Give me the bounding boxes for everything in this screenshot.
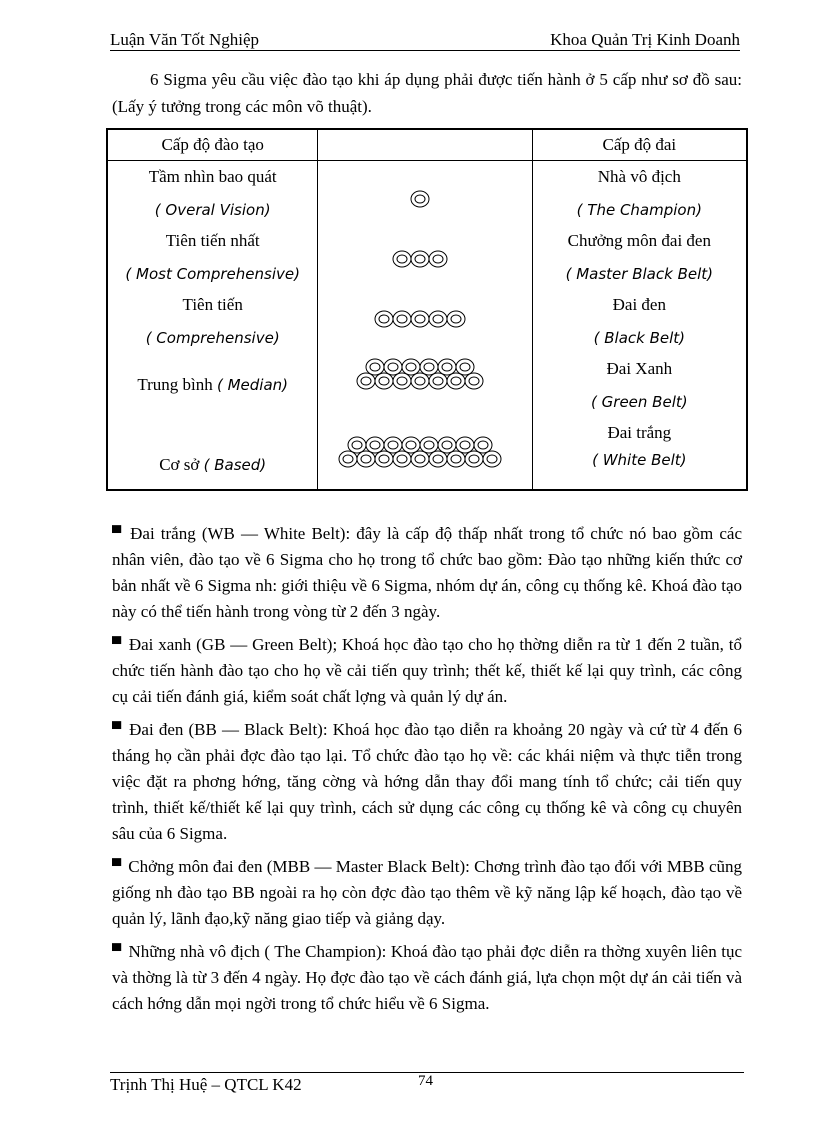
ring-icon [375,311,393,327]
ring-icon [429,311,447,327]
belt-2-name: Chưởng môn đai đen [567,231,711,250]
level-1-name: Tầm nhìn bao quát [148,167,277,186]
page-header [110,28,740,51]
belt-1-name: Nhà vô địch [597,167,681,186]
ring-icon [384,437,402,453]
ring-icon [474,437,492,453]
level-2-name-en: ( Most Comprehensive) [125,265,300,283]
header-thesis-title: Luận Văn Tốt Nghiệp [110,30,260,49]
level-3-name-en: ( Comprehensive) [145,329,280,347]
page-number: 74 [418,1073,433,1089]
ring-icon [411,311,429,327]
paragraph-white-belt [112,520,742,625]
ring-icon [357,451,375,467]
paragraph-master-black-belt [112,853,742,932]
ring-icon [447,373,465,389]
bullet-icon: ▀ [112,943,122,958]
belt-level-column [532,161,747,491]
ring-pyramid-diagram [318,161,532,489]
header-faculty: Khoa Quản Trị Kinh Doanh [550,30,740,49]
ring-icon [429,251,447,267]
paragraph-text: Những nhà vô địch ( The Champion): Khoá đào tạo phải đợc diễn ra thờng xuyên liên tục và thờng là từ 3 đến 4 ngày. Họ đợc đào tạo về cách đánh giá, lựa chọn một dự án cải tiến và cách hớng dẫn mọi ngời trong tổ chức hiểu về 6 Sigma. [112,942,742,1013]
paragraph-champion [112,938,742,1017]
ring-icon [465,373,483,389]
ring-icon [348,437,366,453]
ring-icon [339,451,357,467]
level-4-name-en: ( Median) [217,376,289,394]
level-4-name: Trung bình [137,375,213,394]
ring-icon [402,359,420,375]
header-training-level: Cấp độ đào tạo [107,129,318,161]
ring-icon [357,373,375,389]
belt-5-name-en: ( White Belt) [592,451,687,469]
footer-author: Trịnh Thị Huệ – QTCL K42 [110,1075,302,1094]
level-2-name: Tiên tiến nhất [165,231,260,250]
belt-4-name: Đai Xanh [606,359,673,378]
ring-icon [393,251,411,267]
training-levels-table [106,128,748,491]
bullet-icon: ▀ [112,525,122,540]
ring-icon [429,451,447,467]
ring-icon [420,437,438,453]
ring-icon [393,451,411,467]
ring-icon [366,437,384,453]
page-footer [110,1072,744,1094]
paragraph-text: Đai xanh (GB — Green Belt); Khoá học đào tạo cho họ thờng diễn ra từ 1 đến 2 tuần, tổ chức tiến hành đào tạo cho họ về cải tiến quy trình; thết kế, thiết kế lại quy trình, các công cụ cải tiến đánh giá, kiểm soát chất lợng và quản lý dự án. [112,635,742,706]
ring-icon [393,373,411,389]
ring-icon [411,451,429,467]
belt-2-name-en: ( Master Black Belt) [565,265,713,283]
paragraph-black-belt [112,716,742,847]
belt-4-name-en: ( Green Belt) [591,393,688,411]
level-5-label [108,455,317,475]
header-diagram [318,129,532,161]
belt-descriptions [112,520,742,1023]
belt-3-name-en: ( Black Belt) [593,329,686,347]
bullet-icon: ▀ [112,858,122,873]
ring-icon [384,359,402,375]
bullet-icon: ▀ [112,636,122,651]
ring-icon [438,359,456,375]
paragraph-text: Chởng môn đai đen (MBB — Master Black Belt): Chơng trình đào tạo đối với MBB cũng giống nh đào tạo BB ngoài ra họ còn đợc đào tạo thêm về kỹ năng lập kế hoạch, đào tạo về quản lý, lãnh đạo,kỹ năng giao tiếp và giảng dạy. [112,857,743,928]
intro-paragraph: 6 Sigma yêu cầu việc đào tạo khi áp dụng phải được tiến hành ở 5 cấp như sơ đồ sau: (Lấy ý tưởng trong các môn võ thuật). [112,70,742,116]
ring-icon [456,359,474,375]
ring-icon [465,451,483,467]
level-4-label [108,375,317,395]
ring-icon [438,437,456,453]
ring-icon [447,311,465,327]
paragraph-green-belt [112,631,742,710]
level-3-name: Tiên tiến [182,295,243,314]
ring-icon [456,437,474,453]
ring-icon [393,311,411,327]
ring-icon [447,451,465,467]
ring-icon [402,437,420,453]
ring-icon [420,359,438,375]
ring-icon [411,373,429,389]
header-belt-level: Cấp độ đai [532,129,747,161]
ring-icon [375,451,393,467]
belt-1-name-en: ( The Champion) [576,201,702,219]
level-5-name-en: ( Based) [203,456,267,474]
ring-icon [429,373,447,389]
belt-5-name: Đai trắng [607,423,672,442]
table-body-row [107,161,747,491]
ring-icon [411,251,429,267]
table-header-row [107,129,747,161]
ring-icon [375,373,393,389]
ring-icon [366,359,384,375]
training-level-column [107,161,318,491]
paragraph-text: Đai đen (BB — Black Belt): Khoá học đào tạo diễn ra khoảng 20 ngày và cứ từ 4 đến 6 tháng họ cần phải đợc đào tạo lại. Tổ chức đào tạo họ về: các khái niệm và thực tiễn trong việc đặt ra phơng hớng, tăng cờng và hớng dẫn thay đổi mang tính tổ chức; cải tiến quy trình, thiết kế/thiết kế lại quy trình, cách sử dụng các công cụ thống kê và công cụ chuyên sâu của 6 Sigma. [112,720,743,843]
paragraph-text: Đai trắng (WB — White Belt): đây là cấp độ thấp nhất trong tổ chức nó bao gồm các nhân viên, đào tạo về 6 Sigma cho họ trong tổ chức bao gồm: Đào tạo những kiến thức cơ bản nhất về 6 Sigma nh: giới thiệu về 6 Sigma, nhóm dự án, công cụ thống kê. Khoá đào tạo này có thể tiến hành trong vòng từ 2 đến 3 ngày. [112,524,742,621]
ring-icon [411,191,429,207]
level-5-name: Cơ sở [159,455,200,474]
level-1-name-en: ( Overal Vision) [154,201,271,219]
pyramid-diagram-column [318,161,532,491]
bullet-icon: ▀ [112,721,122,736]
ring-icon [483,451,501,467]
belt-3-name: Đai đen [612,295,666,314]
